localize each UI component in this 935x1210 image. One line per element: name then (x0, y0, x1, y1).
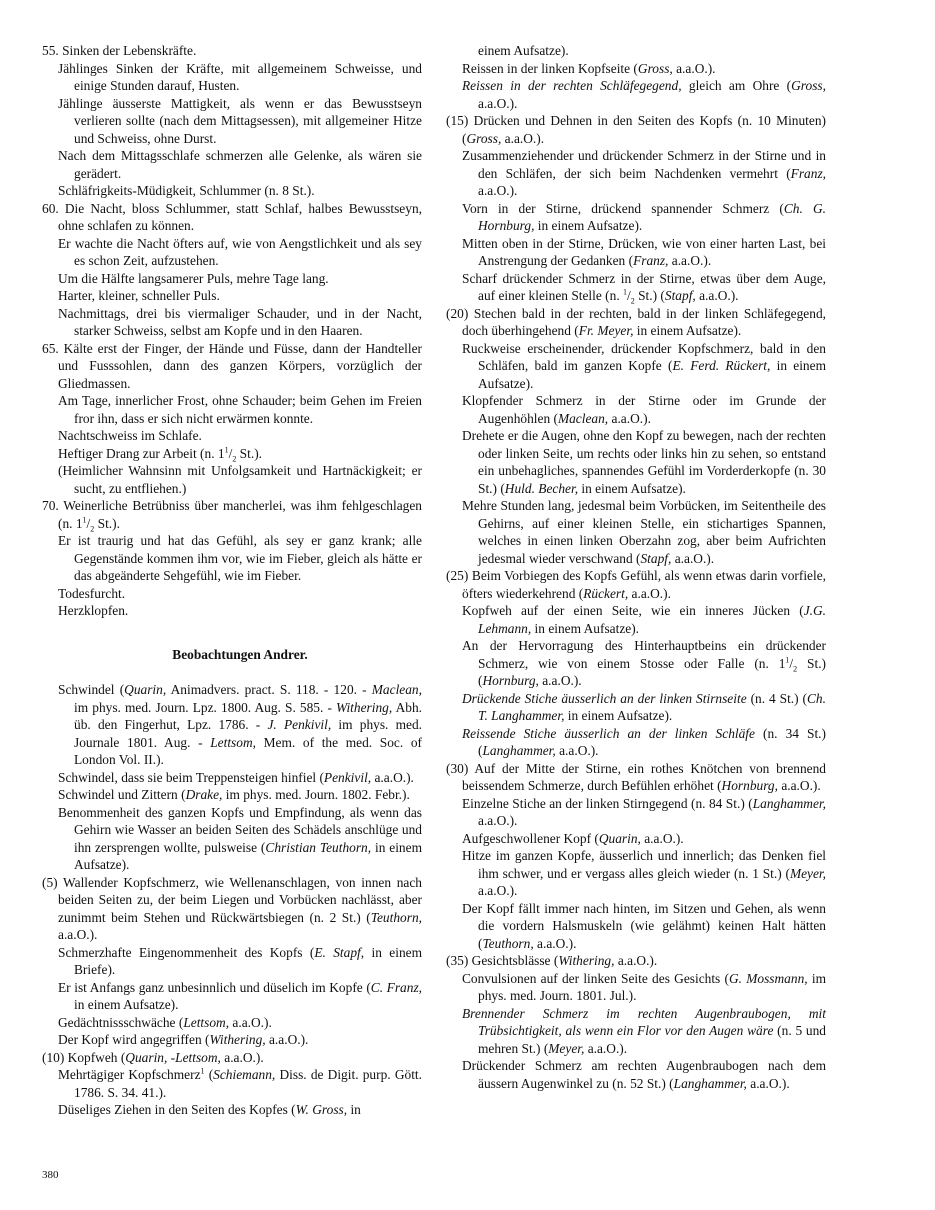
text-run: J.G. Lehmann, (478, 603, 826, 636)
text-run: Hornburg, (721, 778, 778, 793)
text-run: a.a.O.). (608, 410, 651, 426)
text-run: Drehete er die Augen, ohne den Kopf zu bewegen, nach der rechten oder linken Seite, um rechts oder links hin zu sehen, so entstand ein unbehagliches, spannendes Gefühl im Vorderderkopfe (n. 30 St.) ( (462, 428, 826, 496)
text-run: a.a.O.). (555, 743, 599, 758)
text-run: Gross, (637, 60, 673, 76)
right-column (446, 42, 826, 1092)
symptom-entry (446, 147, 826, 200)
text-run: Aufgeschwollener Kopf ( (462, 830, 599, 846)
symptom-entry (42, 681, 422, 769)
text-run: Schwindel ( (58, 682, 125, 697)
text-run: 65. Kälte erst der Finger, der Hände und Füsse, dann der Handteller und Fusssohlen, dann des ganzen Körpers, vorzüglich der Gliedmassen. (42, 340, 422, 391)
symptom-entry (42, 769, 422, 787)
text-run: Stapf, (664, 288, 696, 303)
text-run: 2 (232, 454, 237, 464)
text-run: St.). (236, 445, 262, 461)
numbered-entry (42, 340, 422, 393)
text-run: An der Hervorragung des Hinterhauptbeins ein drückender Schmerz, wie von einem Stosse oder Falle (n. 1 (462, 638, 826, 671)
text-run: a.a.O.). (478, 183, 518, 198)
text-run: (n. 34 St.) ( (478, 725, 826, 758)
text-run: G. Mossmann, (728, 970, 808, 986)
text-run: / (789, 655, 794, 671)
symptom-entry (42, 804, 422, 874)
text-run: Lettsom, (210, 734, 256, 750)
text-run: (n. 4 St.) ( (746, 690, 807, 706)
text-run: Einzelne Stiche an der linken Stirngegend (n. 84 St.) ( (462, 795, 753, 811)
text-run: Klopfender Schmerz in der Stirne oder im Grunde der Augenhöhlen ( (462, 393, 826, 426)
text-run: Drake, (185, 787, 223, 802)
text-run: 1 (82, 515, 87, 525)
text-run: Christian Teuthorn, (265, 839, 372, 855)
text-run: Um die Hälfte langsamerer Puls, mehre Tage lang. (58, 270, 329, 286)
text-run: in einem Aufsatze). (531, 620, 640, 636)
symptom-entry (446, 200, 826, 235)
text-run: a.a.O.). (220, 1049, 264, 1065)
text-run: a.a.O.). (777, 778, 821, 793)
text-run: Withering, (209, 1032, 266, 1047)
text-run: a.a.O.). (671, 550, 715, 566)
text-run: a.a.O.). (478, 883, 518, 898)
text-run: Diss. de Digit. purp. Gött. 1786. S. 34. 41.). (74, 1067, 422, 1100)
text-run: / (627, 288, 631, 303)
text-run: Langhammer, (482, 743, 556, 758)
symptom-entry (446, 637, 826, 690)
text-run: Mitten oben in der Stirne, Drücken, wie von einer harten Last, bei Anstrengung der Gedanken ( (462, 235, 826, 268)
symptom-entry (446, 602, 826, 637)
symptom-entry (446, 427, 826, 497)
text-run: in einem Aufsatze). (578, 480, 686, 496)
symptom-entry (42, 462, 422, 497)
text-run: Herzklopfen. (58, 603, 129, 618)
text-run: Jählinge äusserste Mattigkeit, als wenn er das Bewusstseyn verlieren sollte (nach dem Mittagsessen), mit allgemeiner Hitze und Schweiss, ohne Durst. (58, 95, 422, 146)
text-run: Stapf, (640, 550, 672, 566)
symptom-entry (42, 95, 422, 148)
text-run: Mehre Stunden lang, jedesmal beim Vorbücken, im Seitentheile des Gehirns, auf einer kleinen Stelle, ein stichartiges Spannen, welches in einen linken Oberzahn zog, aber beim Aufrichten jedesmal wieder verschwand ( (462, 498, 826, 566)
text-run: Ch. T. Langhammer, (478, 690, 826, 723)
symptom-entry (42, 287, 422, 305)
text-run: Teuthorn, (482, 935, 534, 951)
text-run: Nachmittags, drei bis viermaliger Schauder, und in der Nacht, starker Schweiss, selbst am Kopfe und in den Haaren. (58, 305, 422, 338)
text-run: a.a.O.). (746, 1075, 790, 1091)
symptom-entry (446, 690, 826, 725)
text-run: Gedächtnissschwäche ( (58, 1014, 184, 1030)
text-run: a.a.O.). (538, 673, 582, 688)
text-run: einem Aufsatze). (478, 43, 569, 58)
symptom-entry (42, 1101, 422, 1119)
text-run: Der Kopf fällt immer nach hinten, im Sitzen und Gehen, als wenn die vordern Halsmuskeln (wie gelähmt) keinen Halt hätten ( (462, 900, 826, 951)
text-run: (5) Wallender Kopfschmerz, wie Wellenanschlagen, von innen nach beiden Seiten zu, der beim Liegen und Vorbücken nachlässt, aber zunimmt beim Stehen und Rückwärtsbiegen (n. 2 St.) ( (42, 874, 422, 925)
text-run: Brennender Schmerz im rechten Augenbraubogen, mit Trübsichtigkeit, als wenn ein Flor vor den Augen wäre (462, 1005, 826, 1038)
text-run: Withering, (336, 699, 393, 715)
text-run: Todesfurcht. (58, 585, 126, 601)
numbered-entry (446, 305, 826, 340)
symptom-entry (446, 235, 826, 270)
text-run: Reissende Stiche äusserlich an der linken Schläfe (462, 725, 755, 741)
text-run: in einem Aufsatze). (534, 218, 643, 233)
text-run: Schwindel, dass sie beim Treppensteigen hinfiel ( (58, 769, 324, 785)
text-run: / (228, 445, 233, 461)
text-run: a.a.O.). (640, 830, 684, 846)
text-run: Nach dem Mittagsschlafe schmerzen alle Gelenke, als wären sie gerädert. (58, 148, 422, 181)
text-run: Withering, (558, 953, 615, 968)
text-run: Meyer, (789, 865, 826, 881)
text-run: Jählinges Sinken der Kräfte, mit allgemeinem Schweisse, und einige Stunden darauf, Husten. (58, 60, 422, 93)
symptom-entry (446, 77, 826, 112)
numbered-entry (42, 1049, 422, 1067)
text-run: 1 (200, 1066, 205, 1076)
text-run: W. Gross, (295, 1102, 348, 1117)
symptom-entry (42, 60, 422, 95)
text-run: 60. Die Nacht, bloss Schlummer, statt Schlaf, halbes Bewusstseyn, ohne schlafen zu können. (42, 200, 422, 233)
symptom-entry (42, 1066, 422, 1101)
text-run: a.a.O.). (501, 130, 545, 146)
symptom-entry (446, 847, 826, 900)
text-run: Teuthorn, (370, 909, 422, 925)
text-run: 1 (623, 287, 628, 297)
text-run: a.a.O.). (58, 927, 98, 942)
text-run: Er ist traurig und hat das Gefühl, als sey er ganz krank; alle Gegenstände kommen ihm vor, wie im Fieber, gleich als hätte er das abgeänderte Sehgefühl, wie im Fieber. (58, 533, 422, 583)
text-run: gleich am Ohre ( (681, 78, 792, 93)
text-run: a.a.O.). (584, 1040, 628, 1056)
symptom-entry (446, 392, 826, 427)
symptom-entry (446, 270, 826, 305)
symptom-entry (446, 497, 826, 567)
text-run: in einem Aufsatze). (74, 839, 422, 872)
text-run: (10) Kopfweh ( (42, 1049, 126, 1065)
text-run: (30) Auf der Mitte der Stirne, ein rothes Knötchen von brennend beissendem Schmerze, durch Befühlen erhöhet ( (446, 760, 826, 793)
symptom-entry (42, 235, 422, 270)
symptom-entry (42, 182, 422, 200)
text-run: (Heimlicher Wahnsinn mit Unfolgsamkeit und Hartnäckigkeit; er sucht, zu entfliehen.) (58, 463, 422, 496)
numbered-entry (446, 952, 826, 970)
symptom-entry (42, 1014, 422, 1032)
text-run: im phys. med. Journ. 1802. Febr.). (222, 787, 410, 802)
text-run: Reissen in der rechten Schläfegegend, (462, 78, 682, 93)
text-run: ( (204, 1067, 214, 1082)
text-run: Der Kopf wird angegriffen ( (58, 1032, 210, 1047)
text-run: (n. 5 und mehren St.) ( (478, 1023, 826, 1056)
symptom-entry (42, 445, 422, 463)
text-run: Beobachtungen Andrer. (172, 646, 308, 662)
text-run: Mem. of the med. Soc. of London Vol. II.). (74, 734, 422, 767)
text-run: a.a.O.). (614, 953, 658, 968)
symptom-entry (446, 1057, 826, 1092)
text-run: Düseliges Ziehen in den Seiten des Kopfes ( (58, 1102, 296, 1117)
text-run: J. Penkivil, (267, 717, 332, 732)
text-run: a.a.O.). (533, 935, 577, 951)
page-number: 380 (42, 1169, 59, 1181)
text-run: a.a.O.). (229, 1014, 272, 1030)
text-run: 1 (785, 655, 790, 665)
text-run: in (347, 1102, 361, 1117)
symptom-entry (446, 60, 826, 78)
text-run: Heftiger Drang zur Arbeit (n. 1 (58, 445, 225, 461)
text-run: (35) Gesichtsblässe ( (446, 953, 559, 968)
text-run: Reissen in der linken Kopfseite ( (462, 60, 638, 76)
symptom-entry (42, 602, 422, 620)
text-run: a.a.O.). (265, 1032, 309, 1047)
text-run: Gross, (791, 78, 826, 93)
text-run: 70. Weinerliche Betrübniss über mancherlei, was ihm fehlgeschlagen (n. 1 (42, 498, 422, 531)
symptom-entry (42, 979, 422, 1014)
text-run: Schiemann, (213, 1067, 276, 1082)
text-run: (15) Drücken und Dehnen in den Seiten des Kopfs (n. 10 Minuten) ( (446, 113, 826, 146)
symptom-entry (446, 42, 826, 60)
text-run: im phys. med. Journ. 1801. Jul.). (478, 970, 826, 1003)
symptom-entry (446, 340, 826, 393)
symptom-entry (446, 1005, 826, 1058)
text-run: Er ist Anfangs ganz unbesinnlich und düselich im Kopfe ( (58, 979, 371, 995)
section-heading (42, 646, 422, 664)
numbered-entry (42, 200, 422, 235)
text-run: Vorn in der Stirne, drückend spannender Schmerz ( (462, 200, 784, 216)
symptom-entry (446, 725, 826, 760)
symptom-entry (42, 305, 422, 340)
numbered-entry (446, 112, 826, 147)
numbered-entry (42, 42, 422, 60)
text-run: Ruckweise erscheinender, drückender Kopfschmerz, bald in den Schläfen, bald im ganzen Kopfe ( (462, 340, 826, 373)
text-run: a.a.O.). (668, 253, 712, 268)
text-run: Animadvers. pract. S. 118. - 120. - (166, 682, 372, 697)
text-run: (25) Beim Vorbiegen des Kopfs Gefühl, als wenn etwas darin vorfiele, öfters wiederkehrend ( (446, 568, 826, 601)
text-run: Benommenheit des ganzen Kopfs und Empfindung, als wenn das Gehirn wie Wasser an beiden Seiten des Schädels anschlüge und ihn zersprengen wollte, pulsweise ( (58, 804, 422, 855)
text-run: Am Tage, innerlicher Frost, ohne Schauder; beim Gehen im Freien fror ihn, dass er sich nicht erwärmen konnte. (58, 393, 422, 426)
text-run: Convulsionen auf der linken Seite des Gesichts ( (462, 970, 729, 986)
symptom-entry (42, 147, 422, 182)
text-run: a.a.O.). (371, 769, 414, 785)
text-run: Quarin, (124, 682, 167, 697)
text-run: Schmerzhafte Eingenommenheit des Kopfs ( (58, 944, 315, 960)
text-run: a.a.O.). (672, 60, 716, 76)
text-run: Quarin, (598, 830, 641, 846)
numbered-entry (42, 497, 422, 532)
symptom-entry (446, 900, 826, 953)
text-run: Meyer, (548, 1040, 585, 1056)
text-run: Franz, (633, 253, 669, 268)
text-run: 2 (793, 664, 798, 674)
text-run: Drückende Stiche äusserlich an der linken Stirnseite (462, 690, 747, 706)
text-run: C. Franz, (370, 979, 422, 995)
numbered-entry (446, 760, 826, 795)
text-run: in einem Briefe). (74, 944, 422, 977)
text-run: Nachtschweiss im Schlafe. (58, 428, 202, 443)
text-run: im phys. med. Journale 1801. Aug. - (74, 717, 422, 750)
text-run: St.). (94, 515, 120, 531)
symptom-entry (42, 585, 422, 603)
symptom-entry (42, 270, 422, 288)
text-run: (20) Stechen bald in der rechten, bald in der linken Schläfegegend, doch überhingehend ( (446, 305, 826, 338)
symptom-entry (42, 427, 422, 445)
text-run: in einem Aufsatze). (633, 323, 742, 338)
text-run: Schläfrigkeits-Müdigkeit, Schlummer (n. 8 St.). (58, 183, 315, 198)
text-run: St.) ( (478, 655, 826, 688)
text-run: Ch. G. Hornburg, (478, 200, 826, 233)
symptom-entry (446, 795, 826, 830)
text-run: 2 (630, 296, 635, 306)
text-run: Fr. Meyer, (578, 323, 634, 338)
symptom-entry (42, 392, 422, 427)
text-run: Langhammer, (752, 795, 826, 811)
text-run: im phys. med. Journ. Lpz. 1800. Aug. S. 585. - (74, 699, 337, 715)
left-column (42, 42, 422, 1119)
text-run: Harter, kleiner, schneller Puls. (58, 288, 220, 303)
text-run: / (86, 515, 91, 531)
text-run: Maclean, (557, 410, 609, 426)
text-run: Franz, (790, 165, 826, 181)
text-run: E. Stapf, (314, 944, 365, 960)
text-run: 55. Sinken der Lebenskräfte. (42, 43, 197, 58)
text-run: Scharf drückender Schmerz in der Stirne, etwas über dem Auge, auf einer kleinen Stelle (n. (462, 270, 826, 303)
text-run: Penkivil, (323, 769, 372, 785)
text-run: a.a.O.). (478, 95, 518, 111)
text-run: Rückert, (583, 585, 629, 601)
text-run: Maclean, (371, 682, 422, 697)
text-run: Mehrtägiger Kopfschmerz (58, 1067, 201, 1082)
text-run: Hitze im ganzen Kopfe, äusserlich und innerlich; das Denken fiel ihm schwer, und er vergass alles gleich wieder (n. 1 St.) ( (462, 848, 826, 881)
text-run: Gross, (466, 130, 502, 146)
text-run: Drückender Schmerz am rechten Augenbraubogen nach dem äussern Augenwinkel zu (n. 52 St.) ( (462, 1058, 826, 1091)
text-run: Kopfweh auf der einen Seite, wie ein inneres Jücken ( (462, 603, 804, 618)
text-run: a.a.O.). (478, 813, 518, 828)
text-run: a.a.O.). (695, 288, 739, 303)
text-run: Huld. Becher, (504, 480, 579, 496)
text-run: E. Ferd. Rückert, (672, 358, 771, 373)
text-run: in einem Aufsatze). (478, 358, 826, 391)
text-run: Abh. üb. den Fingerhut, Lpz. 1786. - (74, 699, 422, 732)
symptom-entry (42, 944, 422, 979)
symptom-entry (42, 786, 422, 804)
text-run: Lettsom, (183, 1014, 230, 1030)
text-run: in einem Aufsatze). (74, 997, 179, 1012)
text-run: Er wachte die Nacht öfters auf, wie von Aengstlichkeit und als sey es schon Zeit, aufzustehen. (58, 235, 422, 268)
text-run: Zusammenziehender und drückender Schmerz in der Stirne und in den Schläfen, der sich beim Nachdenken vermehrt ( (462, 148, 826, 181)
text-run: 1 (224, 445, 229, 455)
text-run: Schwindel und Zittern ( (58, 787, 186, 802)
text-run: a.a.O.). (628, 585, 671, 601)
symptom-entry (446, 830, 826, 848)
symptom-entry (446, 970, 826, 1005)
numbered-entry (446, 567, 826, 602)
text-run: Hornburg, (482, 673, 539, 688)
text-run: Langhammer, (673, 1075, 747, 1091)
text-run: in einem Aufsatze). (564, 708, 673, 723)
symptom-entry (42, 1031, 422, 1049)
text-run: Quarin, -Lettsom, (125, 1049, 221, 1065)
text-run: 2 (90, 524, 95, 534)
symptom-entry (42, 532, 422, 585)
text-run: St.) ( (634, 288, 665, 303)
numbered-entry (42, 874, 422, 944)
